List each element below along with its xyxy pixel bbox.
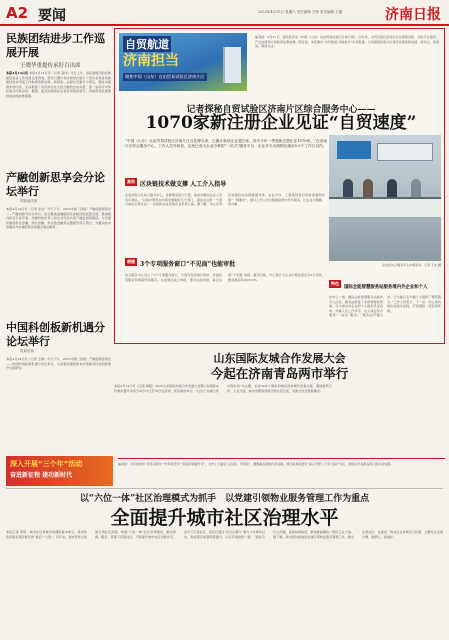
- subsection-body: 综合服务中心设立了3个专项服务窗口，分别为投资项目审批、外商投资服务和国际贸易服务。企业通过线上申报，即可完成审批，真正实现“不见面”审批。截至目前，中心累计为企业办理各类业务3万余件，群众满意率达99.9%。: [125, 273, 325, 282]
- article-title: 产融创新思享会分论坛举行: [6, 171, 105, 198]
- feature-box: [114, 28, 445, 344]
- feature-deck: “中国（山东）自由贸易试验区济南片区自挂牌以来，已累计新设企业超万家，其中今年一季度新注册企业1070家。”在济南片区综合服务中心，工作人员介绍说，这里已成为企业办事的“一站式”服务平台，企业开办全流程压缩至0.5个工作日以内。: [125, 139, 327, 148]
- subsection-title: 3个专项服务窗口“不见面”也能审批: [140, 261, 236, 268]
- page-number: A2: [6, 4, 29, 22]
- feature-kicker: 记者探秘自贸试验区济南片区综合服务中心——: [186, 105, 376, 115]
- subsection-efficient: [125, 171, 325, 261]
- date-line: 2023年4月15日 星期六 责任编辑 王帅 美术编辑 王娜: [257, 10, 343, 14]
- article-body: 本报4月14日讯（记者 王帅）今天下午，2023中国（济南）产融创新思享会——中国科创板新机遇分论坛举行，与会嘉宾围绕资本市场服务科技创新展开交流研讨。: [6, 357, 111, 371]
- page-header: [0, 0, 449, 26]
- banner-line-3: 聚焦中国（山东）自由贸易试验区济南片区: [125, 74, 205, 79]
- left-article[interactable]: [6, 321, 111, 453]
- section-title: 要闻: [38, 8, 66, 24]
- article-headline: 今起在济南青岛两市举行: [210, 366, 349, 381]
- building-graphic: [223, 47, 241, 83]
- article-title: 民族团结进步工作巡展开展: [6, 32, 105, 59]
- bottom-kicker: 以“六位一体”社区治理模式为抓手 以党建引领物业服务管理工作为重点: [79, 494, 370, 504]
- paper-masthead: 济南日报: [385, 7, 441, 23]
- subsection-special: [329, 273, 441, 349]
- service-hall-photo: [329, 135, 441, 261]
- bottom-article-body: 本报记者 李明 城市社区是城市治理的基本单元，是党和政府联系服务群众的“最后一公里”。近年来，我市坚持以党建引领社区治理，构建“六位一体”社区治理模式，推动资源、服务、管理下沉到社区，不断提升城市社区治理水平。在历下区某社区，居民们通过“社区议事厅”参与公共事务讨论，物业服务质量明显提升，小区环境焕然一新。“现在有什么问题，直接找网格员，很快就能解决。”居民王女士说。据了解，我市将持续推进党建引领物业服务管理工作，健全完善社区、业委会、物业企业协调运行机制，让群众生活更方便、更舒心、更美好。: [6, 530, 443, 539]
- subsection-title: 国际全能智慧服务站服务境内外企业和个人: [344, 285, 428, 290]
- friendship-city-article[interactable]: [114, 348, 445, 454]
- subsection-body: 在中心一楼，国际全能智慧服务站格外引人注目。服务站配备了多语种智能终端，可为境内外企业和个人提供签证咨询、外籍人员工作许可、出入境证件办理等“一站式”服务。“服务站开通以来，已为数百名外籍人士提供了便利服务。”工作人员表示，下一步，中心将持续优化服务流程，打造国际一流营商环境。: [329, 295, 441, 318]
- banner-line-2: 奋进新征程 建功新时代: [10, 472, 73, 479]
- series-banner: [119, 33, 247, 91]
- left-article[interactable]: [6, 171, 111, 315]
- divider: [6, 488, 443, 489]
- article-subtitle: 王晓华重提传承好百出席: [20, 63, 81, 69]
- article-body: 本报4月14日讯 本报4月14日讯（记者 高伟）今日上午，省民委组织的民族团结进步工作巡展走进济南，展览以图片和实物形式展示了近年来我省民族团结进步创建工作取得的新成效、新经验。巡展共设置多个展区，通过丰富翔实的内容，生动展现了各民族交往交流交融的生动实践，进一步铸牢中华民族共同体意识。据悉，此次巡展将在全省各市陆续展开，持续营造民族团结进步的浓厚氛围。: [6, 71, 111, 98]
- subsection-tag: 特色: [331, 280, 339, 286]
- left-article[interactable]: [6, 32, 111, 165]
- banner-line-1: 自贸航道: [125, 38, 169, 51]
- banner-line-1: 深入开展“三个年”活动: [10, 460, 83, 468]
- article-subtitle: 郑锦瀚出席: [20, 199, 38, 203]
- article-title: 中国科创板新机遇分论坛举行: [6, 321, 105, 348]
- campaign-banner: [6, 456, 113, 486]
- article-kicker: 山东国际友城合作发展大会: [213, 352, 346, 365]
- photo-caption: 企业在综合服务中心办理业务。记者 王杰 摄: [382, 263, 441, 267]
- article-subtitle: 陈斌出席: [20, 349, 34, 353]
- feature-headline[interactable]: 1070家新注册企业见证“自贸速度”: [145, 113, 417, 133]
- article-body: 本报4月14日讯（记者 韩超）2023山东国际友城合作发展大会暨山东国际友好城市嘉年华将于4月15日至16日在济南、青岛两市举行。大会以“友城合作 共创未来”为主题，来自30多个国家和地区的友城代表将出席，围绕经贸合作、人文交流、城市治理等领域开展对话交流，共谋合作发展新篇章。: [114, 384, 332, 393]
- banner-line-2: 济南担当: [123, 53, 179, 69]
- subsection-body: 走进济南片区综合服务中心，宽敞明亮的大厅里，前来办事的企业人员有序排队。“以前办理营业执照需要跑好几个部门，现在在这里一个窗口就能全部办完。”一位刚办完业务的企业负责人说。据了解，中心运用区块链技术实现数据共享，企业开办、工程建设项目审批等事项实现“一网通办”，窗口工作人员全程提供帮办代办服务，让企业少跑腿、好办事。: [125, 193, 325, 207]
- article-body: 本报4月14日讯（记者 李文）今天下午，2023中国（济南）产融创新思享会——产融创新分论坛举行。论坛聚焦金融赋能实体经济高质量发展，邀请国内知名专家学者、金融机构负责人和企业代表共话产融发展新路径。与会嘉宾围绕科技金融、绿色金融、供应链金融等议题展开深入研讨，为推动我市金融业与实体经济深度融合建言献策。: [6, 207, 111, 230]
- left-column: [6, 32, 111, 453]
- subsection-tag: 高效: [127, 178, 135, 184]
- subsection-title: 区块链技术做支撑 人工介入指导: [140, 181, 227, 188]
- bottom-headline[interactable]: 全面提升城市社区治理水平: [110, 507, 339, 529]
- editor-note: 编者按：4月21日，国务院印发《中国（山东）自由贸易试验区总体方案》，四年来，自贸试验区济南片区在制度创新、功能平台建设、产业发展等方面取得显著成效。即日起，本报推出“自贸航道 济南担当”系列报道，全景展现济南片区建设发展的新成绩、新亮点、新面貌，敬请关注。: [255, 35, 439, 49]
- subsection-tag: 便捷: [127, 258, 135, 264]
- subsection-convenient: [125, 251, 325, 349]
- bottom-editor-note: 编者按：今年是我市“攻坚突破年”“作风建设年”“营商环境提升年”，全市上下锚定“走在前、开新局”，聚焦重点领域攻坚突破。即日起本报推出“深入开展‘三个年’活动”专栏，展现全市各级各部门的生动实践。: [118, 458, 445, 482]
